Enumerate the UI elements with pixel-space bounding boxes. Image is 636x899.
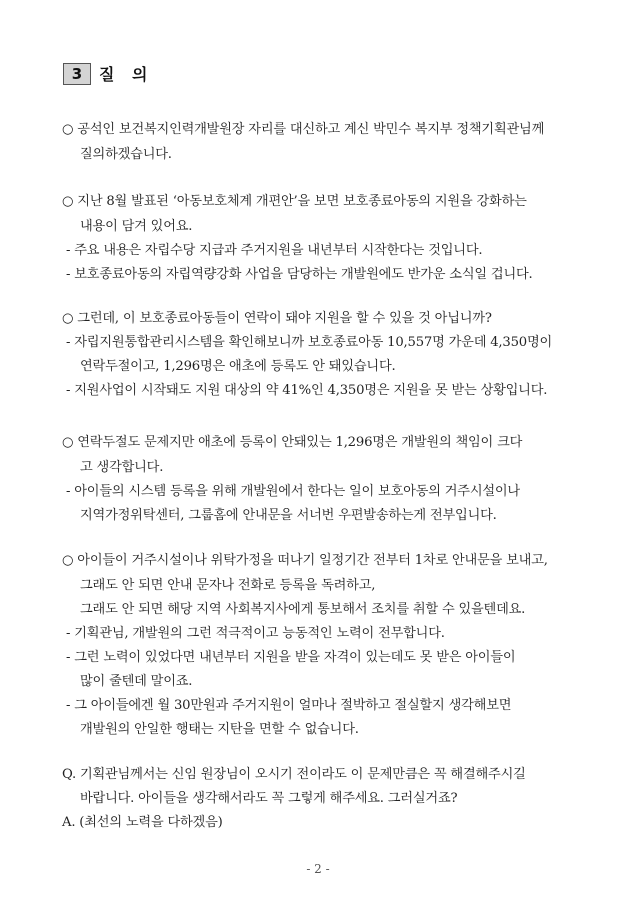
text-line: 고 생각합니다. <box>80 460 164 475</box>
text-line: ○ 지난 8월 발표된 ‘아동보호체계 개편안’을 보면 보호종료아동의 지원을 강화하는 <box>62 194 527 209</box>
text-line: 그래도 안 되면 안내 문자나 전화로 등록을 독려하고, <box>80 578 376 593</box>
text-line: 그래도 안 되면 해당 지역 사회복지사에게 통보해서 조치를 취할 수 있을텐데요. <box>80 602 526 617</box>
text-line: ○ 아이들이 거주시설이나 위탁가정을 떠나기 일정기간 전부터 1차로 안내문을 보내고, <box>62 553 548 568</box>
text-line: - 보호종료아동의 자립역량강화 사업을 담당하는 개발원에도 반가운 소식일 겁니다. <box>66 267 533 282</box>
text-line: 바랍니다. 아이들을 생각해서라도 꼭 그렇게 해주세요. 그러실거죠? <box>80 791 458 806</box>
text-line: 많이 줄텐데 말이죠. <box>80 674 193 689</box>
text-line: ○ 공석인 보건복지인력개발원장 자리를 대신하고 계신 박민수 복지부 정책기획관님께 <box>62 122 545 137</box>
text-line: 연락두절이고, 1,296명은 애초에 등록도 안 돼있습니다. <box>80 359 396 374</box>
section-number-badge: 3 <box>63 63 91 85</box>
text-line: 개발원의 안일한 행태는 지탄을 면할 수 없습니다. <box>80 722 359 737</box>
page-number: - 2 - <box>306 862 330 876</box>
text-line: ○ 그런데, 이 보호종료아동들이 연락이 돼야 지원을 할 수 있을 것 아닙니까? <box>62 311 492 326</box>
text-line: - 그런 노력이 있었다면 내년부터 지원을 받을 자격이 있는데도 못 받은 아이들이 <box>66 650 516 665</box>
section-header <box>63 62 153 85</box>
text-line: - 그 아이들에겐 월 30만원과 주거지원이 얼마나 절박하고 절실할지 생각해보면 <box>66 698 512 713</box>
text-line: ○ 연락두절도 문제지만 애초에 등록이 안돼있는 1,296명은 개발원의 책임이 크다 <box>62 435 523 450</box>
text-line: 지역가정위탁센터, 그룹홈에 안내문을 서너번 우편발송하는게 전부입니다. <box>80 508 497 523</box>
text-line: - 자립지원통합관리시스템을 확인해보니까 보호종료아동 10,557명 가운데 4,350명이 <box>66 335 553 350</box>
text-line: Q. 기획관님께서는 신임 원장님이 오시기 전이라도 이 문제만큼은 꼭 해결해주시길 <box>62 767 526 782</box>
text-line: - 주요 내용은 자립수당 지급과 주거지원을 내년부터 시작한다는 것입니다. <box>66 243 483 258</box>
text-line: 질의하겠습니다. <box>80 147 172 162</box>
text-line: A. (최선의 노력을 다하겠음) <box>62 815 223 830</box>
text-line: 내용이 담겨 있어요. <box>80 219 193 234</box>
text-line: - 아이들의 시스템 등록을 위해 개발원에서 한다는 일이 보호아동의 거주시설이나 <box>66 484 520 499</box>
text-line: - 지원사업이 시작돼도 지원 대상의 약 41%인 4,350명은 지원을 못 받는 상황입니다. <box>66 383 548 398</box>
section-title: 질 의 <box>99 65 154 84</box>
text-line: - 기획관님, 개발원의 그런 적극적이고 능동적인 노력이 전무합니다. <box>66 626 445 641</box>
